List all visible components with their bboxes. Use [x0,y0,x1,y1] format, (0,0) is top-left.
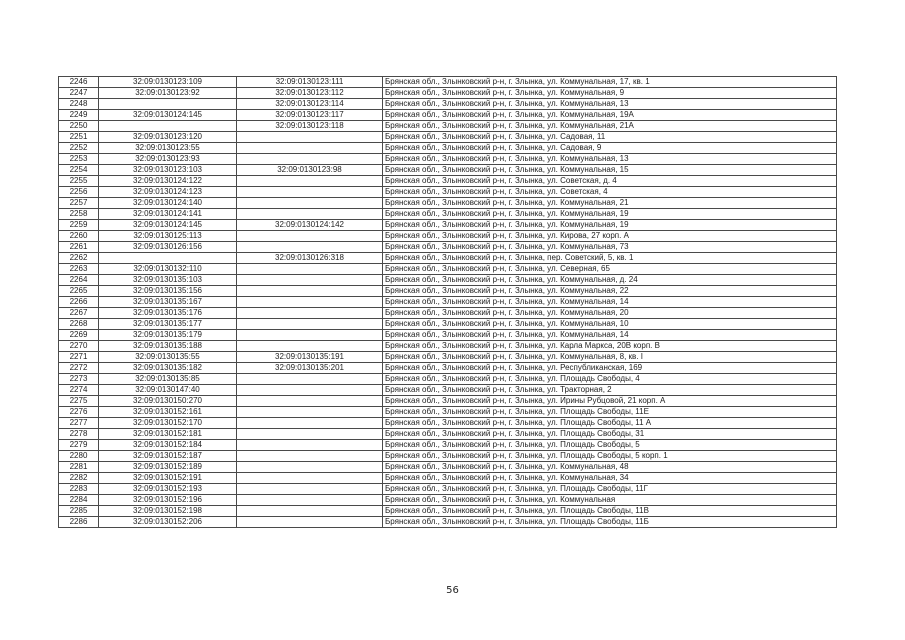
cadastral-number-cell: 32:09:0130135:188 [99,341,237,352]
linked-cadastral-number-cell [237,187,383,198]
cadastral-number-cell: 32:09:0130123:103 [99,165,237,176]
table-row [59,231,837,242]
row-number-cell: 2272 [59,363,99,374]
cadastral-number-cell: 32:09:0130152:193 [99,484,237,495]
linked-cadastral-number-cell [237,242,383,253]
table-row [59,374,837,385]
linked-cadastral-number-cell [237,264,383,275]
cadastral-number-cell: 32:09:0130152:187 [99,451,237,462]
linked-cadastral-number-cell [237,319,383,330]
linked-cadastral-number-cell: 32:09:0130123:112 [237,88,383,99]
address-cell: Брянская обл., Злынковский р-н, г. Злынка, ул. Коммунальная, 19А [383,110,837,121]
address-cell: Брянская обл., Злынковский р-н, г. Злынка, ул. Карла Маркса, 20В корп. В [383,341,837,352]
table-row [59,363,837,374]
row-number-cell: 2281 [59,462,99,473]
cadastral-number-cell: 32:09:0130152:189 [99,462,237,473]
address-cell: Брянская обл., Злынковский р-н, г. Злынка, ул. Советская, д. 4 [383,176,837,187]
cadastral-number-cell: 32:09:0130124:122 [99,176,237,187]
row-number-cell: 2253 [59,154,99,165]
table-row [59,484,837,495]
address-cell: Брянская обл., Злынковский р-н, г. Злынка, ул. Коммунальная, 14 [383,297,837,308]
address-cell: Брянская обл., Злынковский р-н, г. Злынка, ул. Коммунальная, 20 [383,308,837,319]
table-row [59,187,837,198]
linked-cadastral-number-cell: 32:09:0130135:201 [237,363,383,374]
linked-cadastral-number-cell [237,440,383,451]
linked-cadastral-number-cell [237,385,383,396]
address-cell: Брянская обл., Злынковский р-н, г. Злынка, ул. Площадь Свободы, 5 [383,440,837,451]
table-row [59,132,837,143]
cadastral-number-cell: 32:09:0130135:179 [99,330,237,341]
address-cell: Брянская обл., Злынковский р-н, г. Злынка, ул. Тракторная, 2 [383,385,837,396]
address-cell: Брянская обл., Злынковский р-н, г. Злынка, ул. Коммунальная, 21А [383,121,837,132]
address-cell: Брянская обл., Злынковский р-н, г. Злынка, ул. Ирины Рубцовой, 21 корп. А [383,396,837,407]
row-number-cell: 2282 [59,473,99,484]
linked-cadastral-number-cell: 32:09:0130123:98 [237,165,383,176]
cadastral-number-cell: 32:09:0130152:161 [99,407,237,418]
table-row [59,341,837,352]
linked-cadastral-number-cell [237,143,383,154]
linked-cadastral-number-cell [237,330,383,341]
cadastral-number-cell: 32:09:0130135:177 [99,319,237,330]
row-number-cell: 2274 [59,385,99,396]
linked-cadastral-number-cell [237,297,383,308]
cadastral-number-cell: 32:09:0130135:167 [99,297,237,308]
address-cell: Брянская обл., Злынковский р-н, г. Злынка, ул. Коммунальная, 22 [383,286,837,297]
address-cell: Брянская обл., Злынковский р-н, г. Злынка, ул. Коммунальная, 10 [383,319,837,330]
row-number-cell: 2273 [59,374,99,385]
address-cell: Брянская обл., Злынковский р-н, г. Злынка, ул. Коммунальная, 14 [383,330,837,341]
cadastral-number-cell: 32:09:0130152:191 [99,473,237,484]
row-number-cell: 2255 [59,176,99,187]
row-number-cell: 2259 [59,220,99,231]
address-cell: Брянская обл., Злынковский р-н, г. Злынка, ул. Площадь Свободы, 11 А [383,418,837,429]
cadastral-number-cell: 32:09:0130125:113 [99,231,237,242]
address-cell: Брянская обл., Злынковский р-н, г. Злынка, ул. Коммунальная, 17, кв. 1 [383,77,837,88]
row-number-cell: 2262 [59,253,99,264]
cadastral-number-cell: 32:09:0130124:145 [99,110,237,121]
linked-cadastral-number-cell: 32:09:0130123:118 [237,121,383,132]
cadastral-number-cell: 32:09:0130152:181 [99,429,237,440]
address-cell: Брянская обл., Злынковский р-н, г. Злынка, ул. Коммунальная, 34 [383,473,837,484]
linked-cadastral-number-cell [237,473,383,484]
address-cell: Брянская обл., Злынковский р-н, г. Злынка, ул. Коммунальная, 19 [383,220,837,231]
address-cell: Брянская обл., Злынковский р-н, г. Злынка, ул. Садовая, 11 [383,132,837,143]
row-number-cell: 2275 [59,396,99,407]
row-number-cell: 2254 [59,165,99,176]
row-number-cell: 2265 [59,286,99,297]
address-cell: Брянская обл., Злынковский р-н, г. Злынка, ул. Площадь Свободы, 11Г [383,484,837,495]
table-row [59,77,837,88]
table-row [59,330,837,341]
cadastral-number-cell [99,99,237,110]
cadastral-number-cell: 32:09:0130132:110 [99,264,237,275]
cadastral-number-cell: 32:09:0130124:141 [99,209,237,220]
table-row [59,506,837,517]
linked-cadastral-number-cell [237,275,383,286]
table-row [59,517,837,528]
cadastral-number-cell: 32:09:0130126:156 [99,242,237,253]
address-cell: Брянская обл., Злынковский р-н, г. Злынка, ул. Коммунальная [383,495,837,506]
table-row [59,198,837,209]
table-row [59,143,837,154]
row-number-cell: 2264 [59,275,99,286]
address-cell: Брянская обл., Злынковский р-н, г. Злынка, ул. Коммунальная, 8, кв. I [383,352,837,363]
linked-cadastral-number-cell: 32:09:0130123:111 [237,77,383,88]
address-cell: Брянская обл., Злынковский р-н, г. Злынка, ул. Кирова, 27 корп. А [383,231,837,242]
linked-cadastral-number-cell [237,495,383,506]
table-row [59,275,837,286]
linked-cadastral-number-cell: 32:09:0130123:117 [237,110,383,121]
row-number-cell: 2252 [59,143,99,154]
row-number-cell: 2278 [59,429,99,440]
linked-cadastral-number-cell [237,374,383,385]
table-row [59,462,837,473]
table-row [59,220,837,231]
address-cell: Брянская обл., Злынковский р-н, г. Злынка, ул. Республиканская, 169 [383,363,837,374]
cadastral-number-cell: 32:09:0130150:270 [99,396,237,407]
address-cell: Брянская обл., Злынковский р-н, г. Злынка, ул. Коммунальная, 19 [383,209,837,220]
cadastral-number-cell: 32:09:0130135:182 [99,363,237,374]
table-row [59,429,837,440]
table-row [59,297,837,308]
linked-cadastral-number-cell: 32:09:0130126:318 [237,253,383,264]
table-row [59,407,837,418]
row-number-cell: 2270 [59,341,99,352]
row-number-cell: 2250 [59,121,99,132]
table-row [59,451,837,462]
row-number-cell: 2257 [59,198,99,209]
row-number-cell: 2246 [59,77,99,88]
address-cell: Брянская обл., Злынковский р-н, г. Злынка, ул. Коммунальная, 21 [383,198,837,209]
address-cell: Брянская обл., Злынковский р-н, г. Злынка, ул. Площадь Свободы, 5 корп. 1 [383,451,837,462]
table-row [59,319,837,330]
cadastral-number-cell: 32:09:0130135:176 [99,308,237,319]
cadastral-number-cell: 32:09:0130124:145 [99,220,237,231]
row-number-cell: 2248 [59,99,99,110]
row-number-cell: 2277 [59,418,99,429]
linked-cadastral-number-cell [237,209,383,220]
table-row [59,308,837,319]
table-row [59,110,837,121]
address-cell: Брянская обл., Злынковский р-н, г. Злынка, ул. Коммунальная, 48 [383,462,837,473]
address-cell: Брянская обл., Злынковский р-н, г. Злынка, ул. Площадь Свободы, 4 [383,374,837,385]
cadastral-number-cell: 32:09:0130152:170 [99,418,237,429]
linked-cadastral-number-cell: 32:09:0130135:191 [237,352,383,363]
cadastral-number-cell: 32:09:0130152:198 [99,506,237,517]
row-number-cell: 2268 [59,319,99,330]
linked-cadastral-number-cell [237,286,383,297]
linked-cadastral-number-cell [237,418,383,429]
table-row [59,264,837,275]
address-cell: Брянская обл., Злынковский р-н, г. Злынка, ул. Садовая, 9 [383,143,837,154]
cadastral-number-cell: 32:09:0130135:55 [99,352,237,363]
table-row [59,165,837,176]
row-number-cell: 2285 [59,506,99,517]
cadastral-number-cell [99,121,237,132]
linked-cadastral-number-cell [237,231,383,242]
parcel-table-body [59,77,837,528]
linked-cadastral-number-cell [237,396,383,407]
row-number-cell: 2261 [59,242,99,253]
linked-cadastral-number-cell [237,308,383,319]
linked-cadastral-number-cell [237,132,383,143]
table-row [59,473,837,484]
table-row [59,418,837,429]
table-row [59,352,837,363]
linked-cadastral-number-cell [237,198,383,209]
address-cell: Брянская обл., Злынковский р-н, г. Злынка, ул. Площадь Свободы, 11Е [383,407,837,418]
cadastral-number-cell: 32:09:0130135:156 [99,286,237,297]
linked-cadastral-number-cell [237,484,383,495]
address-cell: Брянская обл., Злынковский р-н, г. Злынка, ул. Северная, 65 [383,264,837,275]
cadastral-number-cell: 32:09:0130135:85 [99,374,237,385]
linked-cadastral-number-cell [237,429,383,440]
table-row [59,209,837,220]
row-number-cell: 2271 [59,352,99,363]
table-row [59,88,837,99]
linked-cadastral-number-cell: 32:09:0130123:114 [237,99,383,110]
linked-cadastral-number-cell [237,451,383,462]
address-cell: Брянская обл., Злынковский р-н, г. Злынка, ул. Коммунальная, 13 [383,99,837,110]
row-number-cell: 2284 [59,495,99,506]
row-number-cell: 2256 [59,187,99,198]
linked-cadastral-number-cell: 32:09:0130124:142 [237,220,383,231]
cadastral-number-cell: 32:09:0130124:140 [99,198,237,209]
linked-cadastral-number-cell [237,176,383,187]
linked-cadastral-number-cell [237,407,383,418]
row-number-cell: 2249 [59,110,99,121]
address-cell: Брянская обл., Злынковский р-н, г. Злынка, ул. Коммунальная, 73 [383,242,837,253]
row-number-cell: 2251 [59,132,99,143]
table-row [59,121,837,132]
cadastral-number-cell: 32:09:0130123:92 [99,88,237,99]
row-number-cell: 2283 [59,484,99,495]
table-row [59,440,837,451]
row-number-cell: 2286 [59,517,99,528]
linked-cadastral-number-cell [237,154,383,165]
parcel-table [58,76,837,528]
address-cell: Брянская обл., Злынковский р-н, г. Злынка, ул. Площадь Свободы, 11В [383,506,837,517]
cadastral-number-cell: 32:09:0130123:120 [99,132,237,143]
address-cell: Брянская обл., Злынковский р-н, г. Злынка, пер. Советский, 5, кв. 1 [383,253,837,264]
row-number-cell: 2276 [59,407,99,418]
row-number-cell: 2247 [59,88,99,99]
row-number-cell: 2267 [59,308,99,319]
cadastral-number-cell: 32:09:0130123:109 [99,77,237,88]
table-row [59,242,837,253]
row-number-cell: 2258 [59,209,99,220]
row-number-cell: 2260 [59,231,99,242]
table-row [59,253,837,264]
table-row [59,396,837,407]
table-row [59,286,837,297]
row-number-cell: 2279 [59,440,99,451]
address-cell: Брянская обл., Злынковский р-н, г. Злынка, ул. Коммунальная, 15 [383,165,837,176]
address-cell: Брянская обл., Злынковский р-н, г. Злынка, ул. Коммунальная, 9 [383,88,837,99]
address-cell: Брянская обл., Злынковский р-н, г. Злынка, ул. Коммунальная, 13 [383,154,837,165]
cadastral-number-cell: 32:09:0130123:93 [99,154,237,165]
linked-cadastral-number-cell [237,462,383,473]
linked-cadastral-number-cell [237,517,383,528]
cadastral-number-cell: 32:09:0130147:40 [99,385,237,396]
row-number-cell: 2280 [59,451,99,462]
row-number-cell: 2266 [59,297,99,308]
row-number-cell: 2263 [59,264,99,275]
table-row [59,385,837,396]
table-row [59,495,837,506]
address-cell: Брянская обл., Злынковский р-н, г. Злынка, ул. Коммунальная, д. 24 [383,275,837,286]
address-cell: Брянская обл., Злынковский р-н, г. Злынка, ул. Площадь Свободы, 11Б [383,517,837,528]
linked-cadastral-number-cell [237,506,383,517]
address-cell: Брянская обл., Злынковский р-н, г. Злынка, ул. Советская, 4 [383,187,837,198]
cadastral-number-cell: 32:09:0130152:206 [99,517,237,528]
table-row [59,176,837,187]
cadastral-number-cell: 32:09:0130124:123 [99,187,237,198]
table-row [59,154,837,165]
table-row [59,99,837,110]
linked-cadastral-number-cell [237,341,383,352]
row-number-cell: 2269 [59,330,99,341]
cadastral-number-cell: 32:09:0130152:196 [99,495,237,506]
cadastral-number-cell [99,253,237,264]
address-cell: Брянская обл., Злынковский р-н, г. Злынка, ул. Площадь Свободы, 31 [383,429,837,440]
page-number: 56 [446,585,459,596]
cadastral-number-cell: 32:09:0130135:103 [99,275,237,286]
cadastral-number-cell: 32:09:0130152:184 [99,440,237,451]
cadastral-number-cell: 32:09:0130123:55 [99,143,237,154]
